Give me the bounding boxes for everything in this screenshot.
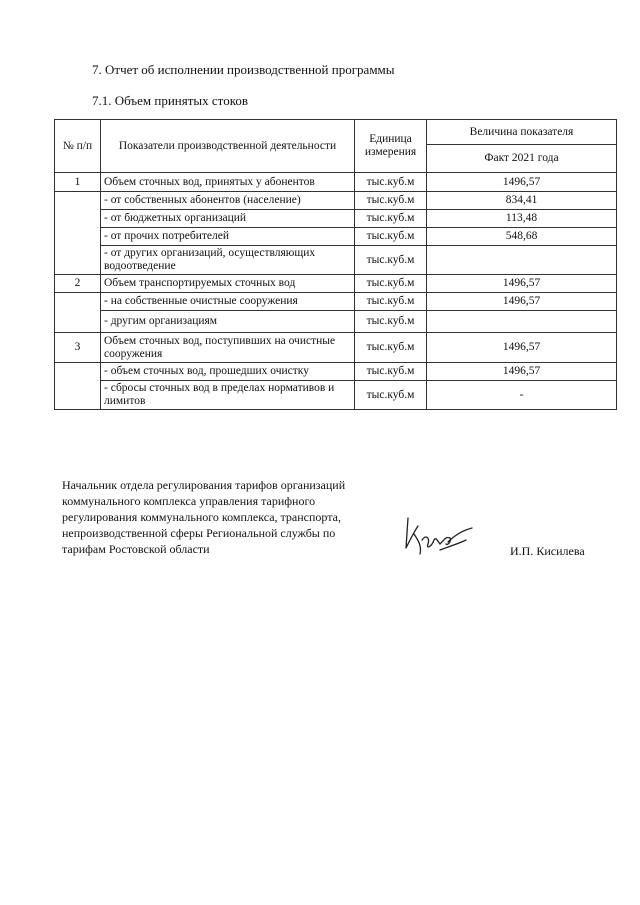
signer-name: И.П. Кисилева — [510, 544, 585, 558]
header-indicator: Показатели производственной деятельности — [101, 120, 355, 173]
row-indicator: - сбросы сточных вод в пределах нормативов и лимитов — [101, 381, 355, 410]
row-unit: тыс.куб.м — [355, 275, 427, 293]
row-indicator: - другим организациям — [101, 311, 355, 333]
table-row — [55, 311, 617, 333]
row-indicator: - на собственные очистные сооружения — [101, 293, 355, 311]
table-row — [55, 192, 617, 210]
header-value-group: Величина показателя — [427, 120, 617, 145]
signer-position-line: тарифам Ростовской области — [62, 542, 210, 556]
row-indicator: - объем сточных вод, прошедших очистку — [101, 363, 355, 381]
row-unit: тыс.куб.м — [355, 293, 427, 311]
header-num: № п/п — [55, 120, 101, 173]
row-value: 1496,57 — [427, 275, 617, 293]
row-indicator: - от собственных абонентов (население) — [101, 192, 355, 210]
row-value: 1496,57 — [427, 333, 617, 363]
row-unit: тыс.куб.м — [355, 228, 427, 246]
signer-position-line: коммунального комплекса управления тарифного — [62, 494, 316, 508]
signer-position — [62, 477, 382, 557]
section-heading: 7. Отчет об исполнении производственной программы — [92, 62, 395, 77]
row-unit: тыс.куб.м — [355, 173, 427, 192]
row-unit: тыс.куб.м — [355, 210, 427, 228]
table-row — [55, 293, 617, 311]
row-value: 1496,57 — [427, 173, 617, 192]
row-value: 113,48 — [427, 210, 617, 228]
table-row — [55, 228, 617, 246]
table-row — [55, 210, 617, 228]
row-indicator: Объем транспортируемых сточных вод — [101, 275, 355, 293]
row-value: 1496,57 — [427, 363, 617, 381]
row-num: 1 — [55, 173, 101, 192]
table-row — [55, 173, 617, 192]
signer-position-line: непроизводственной сферы Региональной службы по — [62, 526, 336, 540]
row-value — [427, 311, 617, 333]
row-indicator: - от других организаций, осуществляющих водоотведение — [101, 246, 355, 275]
row-unit: тыс.куб.м — [355, 333, 427, 363]
header-value-sub: Факт 2021 года — [427, 145, 617, 173]
signer-position-line: регулирования коммунального комплекса, транспорта, — [62, 510, 341, 524]
row-num: 2 — [55, 275, 101, 293]
intake-volume-table — [54, 119, 617, 410]
row-value: - — [427, 381, 617, 410]
row-num-merged — [55, 293, 101, 333]
row-indicator: - от бюджетных организаций — [101, 210, 355, 228]
row-num-merged — [55, 192, 101, 275]
row-unit: тыс.куб.м — [355, 381, 427, 410]
row-unit: тыс.куб.м — [355, 192, 427, 210]
table-row — [55, 275, 617, 293]
row-indicator: Объем сточных вод, принятых у абонентов — [101, 173, 355, 192]
table-row — [55, 246, 617, 275]
table-row — [55, 363, 617, 381]
row-unit: тыс.куб.м — [355, 311, 427, 333]
row-value: 1496,57 — [427, 293, 617, 311]
row-value — [427, 246, 617, 275]
row-value: 548,68 — [427, 228, 617, 246]
row-num: 3 — [55, 333, 101, 363]
signer-position-line: Начальник отдела регулирования тарифов организаций — [62, 478, 346, 492]
table-row — [55, 333, 617, 363]
handwritten-signature — [400, 510, 480, 562]
row-num-merged — [55, 363, 101, 410]
row-unit: тыс.куб.м — [355, 363, 427, 381]
table-row — [55, 381, 617, 410]
row-value: 834,41 — [427, 192, 617, 210]
row-unit: тыс.куб.м — [355, 246, 427, 275]
subsection-heading: 7.1. Объем принятых стоков — [92, 93, 248, 108]
header-unit: Единица измерения — [355, 120, 427, 173]
row-indicator: Объем сточных вод, поступивших на очистные сооружения — [101, 333, 355, 363]
row-indicator: - от прочих потребителей — [101, 228, 355, 246]
